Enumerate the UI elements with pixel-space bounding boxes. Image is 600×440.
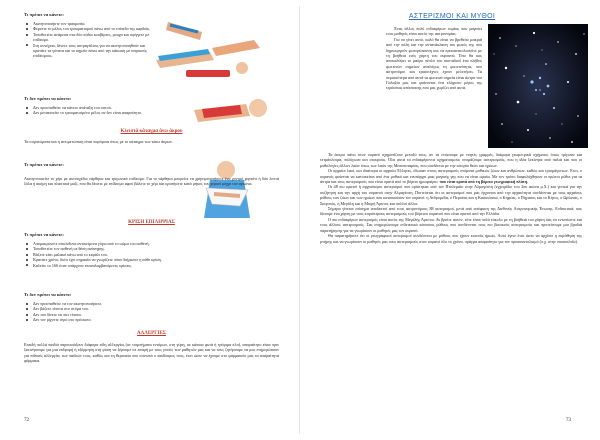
donts-heading-1: Τι δεν πρέπει να κάνετε: — [24, 96, 72, 101]
list-item: Τοποθετείτε ανάμεσα στα δύο πόδια κουβέρτες, ρουχα και σφίγγετε με επίδεσμο. — [24, 32, 152, 43]
dos-paragraph-2: Ακινητοποιείτε το χέρι με αυτοσχέδιο νάρθηκα και τριγωνικό επίδεσμο. Για το νάρθηκα μπορείτε να χρησιμοποιήσετε ένα χοντρό χαρτόνι ή δύο λεπτά ξύλα ή ακόμη και πλαστικά μαζί, που θα δέσετε με επίδεσμο αφού βάλετε το χέρι και κρατήσετε κατά μήκος του χεριού μέχρι τον αγκώνα. — [24, 176, 279, 187]
dos-list-3 — [24, 241, 254, 268]
donts-heading-3: Τι δεν πρέπει να κάνετε: — [24, 292, 72, 297]
page-fold — [299, 6, 300, 434]
dos-heading-3: Τι πρέπει να κάνετε: — [24, 232, 64, 237]
list-item: Κρατάτε χρόνο, διότι έχει σημασία να γνωρίζετε πόσο διήρκεσε η κάθε κρίση. — [24, 257, 254, 262]
list-item: Βάζετε κάτι μαλακό κάτω από το κεφάλι του. — [24, 252, 254, 257]
list-item: Δεν του δίνετε να πιει τίποτα. — [24, 312, 254, 317]
intro-paragraph-2: Για να γίνει αυτό, καλό θα είναι να βρεθείτε μακριά από την πόλη και την αντανάκλαση του φωτός της που δημιουργούν φωτορύπανση και να προσανατολιστείτε με τη βοήθεια ενός χάρτη του ουρανού. Τότε θα σας αποκαλύψει το μαύρο πέπλο του σκοταδιού ένα πλήθος φωτεινών σημείων αναλόγως τη φωτεινότητα, που αστρονόμοι και ερασιτέχνες έχουν μελετήσει. Τα περισσότερα από αυτά τα φωτεινά σημεία είναι άστρα του Γαλαξία μας και φαίνονται ένα ελάχιστο μέρος της τεράστιας απόστασης που μας χωρίζει από αυτά. — [386, 36, 482, 91]
list-item: Δεν τον ρίχνετε νερό στο πρόσωπο. — [24, 317, 254, 322]
splint-leg-illustration — [150, 12, 270, 84]
left-page — [0, 0, 298, 440]
list-item: Δεν προσπαθείτε να τον ακινητοποιήσετε. — [24, 301, 254, 306]
body-paragraph-1: Τα άστρα πάνω στον ουρανό σχηματίζουν μεταξύ τους, αν τα ενώσουμε με νοητές γραμμές, διάφορα γεωμετρικά σχήματα, όπως τρίγωνα και τετράπλευρα, πολύγωνα και σταυρούς. Όλα αυτά τα ενδιαφέροντα σχηματισμούς ονομάζουμε αστερισμούς, που η ιδέα ξεκίνησε από παλιά και που οι μυθολογίες άλλων λαών όπως των λαών της Μεσοποταμίας, που συνδέεται με την ιστορία θεών και ηρώων. — [320, 152, 582, 168]
arm-splint-illustration — [190, 90, 270, 132]
list-item: Δεν προσπαθείτε να κάνετε ανάταξη του οστού. — [24, 105, 174, 110]
body-paragraph-6: Θα παρατηρήσετε ότι οι γεωγραφικοί αστερισμοί συνδέονται με μύθους που έχουν κοινούς ήρωες. Αυτό έγινε έτσι ώστε να αρχίσει η εκμάθηση της μνήμης και να γνωρίσουν οι μαθητές μας τους αστερισμούς στον ουρανό όλο το χρόνο, πράγμα απαραίτητο για τον προσανατολισμό (π.χ. στην ναυσιπλοΐα). — [320, 233, 582, 244]
allergy-heading: ΑΛΛΕΡΓΙΕΣ — [137, 331, 166, 336]
sling-illustration — [184, 158, 274, 220]
list-item: Δεν βάζετε τίποτα στο στόμα του. — [24, 306, 254, 311]
upper-limb-paragraph: Τα συμπτώματα και η αντιμετώπιση είναι παρόμοια όπως με το κάταγμα των κάτω άκρων. — [24, 139, 173, 144]
upper-limb-heading: Κλειστά κάταγμα άνω άκρου — [120, 129, 183, 134]
list-item: Τοποθετείτε τον ασθενή σε θέση ανάνηψης. — [24, 246, 254, 251]
body-paragraph-5: Ο πιο ενδιαφέρων αστερισμός είναι αυτός της Μεγάλης Άρκτου. Αν βρείτε αυτόν, τότε είναι πολύ εύκολο με τη βοήθειά του χάρτη σας να εντοπίσετε και τους άλλους αστερισμούς. Σας ενημερώνουμε ενδεικτικά κάποιους μύθους που συνδέονται τους πιο βασικούς αστερισμούς και προτείνουμε μια βραδιά παρατήρησης για να γνωρίσουν οι μαθητές μας τον ουρανό. — [320, 216, 582, 233]
body-paragraph-2-text: Οι αρχαίοι λαοί, και ιδιαίτερα οι αρχαίοι Έλληνες, έδωσαν στους αστερισμούς ονόματα μυθικών ζώων και ανθρώπων, καθώς και τρισμάγιστων. Έτσι, ο ουρανός φαίνεται να κατοικείται από ένα μυθικό και ενυπάρχει μιας μαγικής γης που να είναι ωραία. Με τον τρόπο διαφυλάχθηκαν οι πρώτοι μύθοι για τα άστρα και τους αστερισμούς που είναι ορατά από το βόρειο ημισφαίριο. — [320, 168, 582, 185]
allergy-paragraph: Επειδή πολλά παιδιά παρουσιάζουν διάφορα είδη αλλεργίας (σε τσιμπήματα εντόμων, στη γύρη, σε κάποια φυτά ή τρόφιμα κλπ), απαραίτητο είναι πριν ξεκινήσουμε για μια εκδρομή ή εξόρμηση στη φύση να ξέρουμε σε επαφή με τους γονείς των μαθητών μας και να τους ζητήσουμε να μας ενημερώσουν για πιθανές αλλεργίες των παιδιών τους, καθώς και τη θεραπεία που συνιστά ο παιδίατρος τους, έτσι ώστε να έχουμε στο φαρμακείο μας τα απαραίτητα φάρμακα. — [24, 342, 279, 364]
list-item: Απομακρύνετε επικίνδυνα αντικείμενα γύρω από το σώμα του ασθενή. — [24, 241, 254, 246]
donts-section-3 — [24, 292, 279, 323]
seizure-heading: ΚΡΙΣΗ ΕΠΙΛΗΨΙΑΣ — [128, 220, 175, 225]
intro-paragraph-1: Ένας άλλος πολύ ενδιαφέρων τομέας που μαγεύει τους μαθητές είναι αυτός της αστρονομίας. — [386, 26, 482, 37]
page-number-left: 72 — [24, 418, 29, 423]
list-item: Καλείτε το 166 όταν υπάρχουν επαναλαμβανόμενες κρίσεις. — [24, 263, 254, 268]
dos-heading-2: Τι πρέπει να κάνετε: — [24, 162, 64, 167]
body-paragraph-3: Οι 48 πιο ορατοί ή αρχαιότεροι αστερισμοί που ορίστηκαν από τον Πτολεμαίο στην Αλμαγέστη (εγχειρίδιο του 2ου αιώνα μ.Χ.) και γενικά για την συζήτηση και την αρχή του ουρανού στην Αλμαγέστη. Πιστεύεται ότι οι αστερισμοί που μας έρχονται από την αρχαιότητα συνδέονται με τους αρχαίους μύθους των ζώων και των ηρώων που κατοικούσαν τον ουρανό: η Ανδρομέδα, ο Περσέας και η Κασσιόπεια, ο Κηφέας, ο Πήγασος και το Κήτος, ο Ωρίωνας, ο Σκορπιός, η Μεγάλη και η Μικρή Άρκτος και πολλοί άλλοι. — [320, 184, 582, 206]
dos-heading-1: Τι πρέπει να κάνετε: — [24, 12, 64, 17]
page-number-right: 73 — [566, 418, 571, 423]
body-paragraph-4: Σήμερα γίνεται επίσημα αποδεκτοί από τους αστρονόμους 88 αστερισμοί, μετά από απόφαση της Διεθνούς Αστρονομικής Ένωσης. Ενδεικτικά, σας δίνουμε ένα χάρτη με τους κυριότερους αστερισμούς του βόρειου ουρανού που είναι ορατοί από την Ελλάδα. — [320, 206, 582, 217]
article-title: ΑΣΤΕΡΙΣΜΟΙ ΚΑΙ ΜΥΘΟΙ — [408, 13, 496, 20]
star-field-photo — [488, 24, 588, 148]
body-paragraph-2 — [320, 168, 582, 184]
list-item: Στη συνέχεια, δένετε τους αστραγάλους για να ακινητοποιηθούν και κρατάτε τα γόνατα και το σημείο πάνω από την κάκωση με ιατρικούς επιδέσμους. — [24, 43, 152, 59]
donts-list-3 — [24, 301, 254, 323]
article-body — [320, 152, 582, 244]
dos-section-3 — [24, 232, 279, 268]
list-item: Ακινητοποιήστε τον τραυματία. — [24, 21, 152, 26]
intro-column — [386, 26, 482, 91]
dos-list-1 — [24, 21, 152, 59]
body-paragraph-2-bold: που είναι ορατά από τη βόρεια γεωγραφική πλάτη. — [439, 179, 528, 185]
donts-list-1 — [24, 105, 174, 116]
list-item: Φέρνετε το μέλος του τραυματισμού πάνω από το επίπεδο της καρδιάς. — [24, 26, 152, 31]
list-item: Δεν μετακινείτε το τραυματισμένο μέλος αν δεν είναι απαραίτητο. — [24, 110, 174, 115]
